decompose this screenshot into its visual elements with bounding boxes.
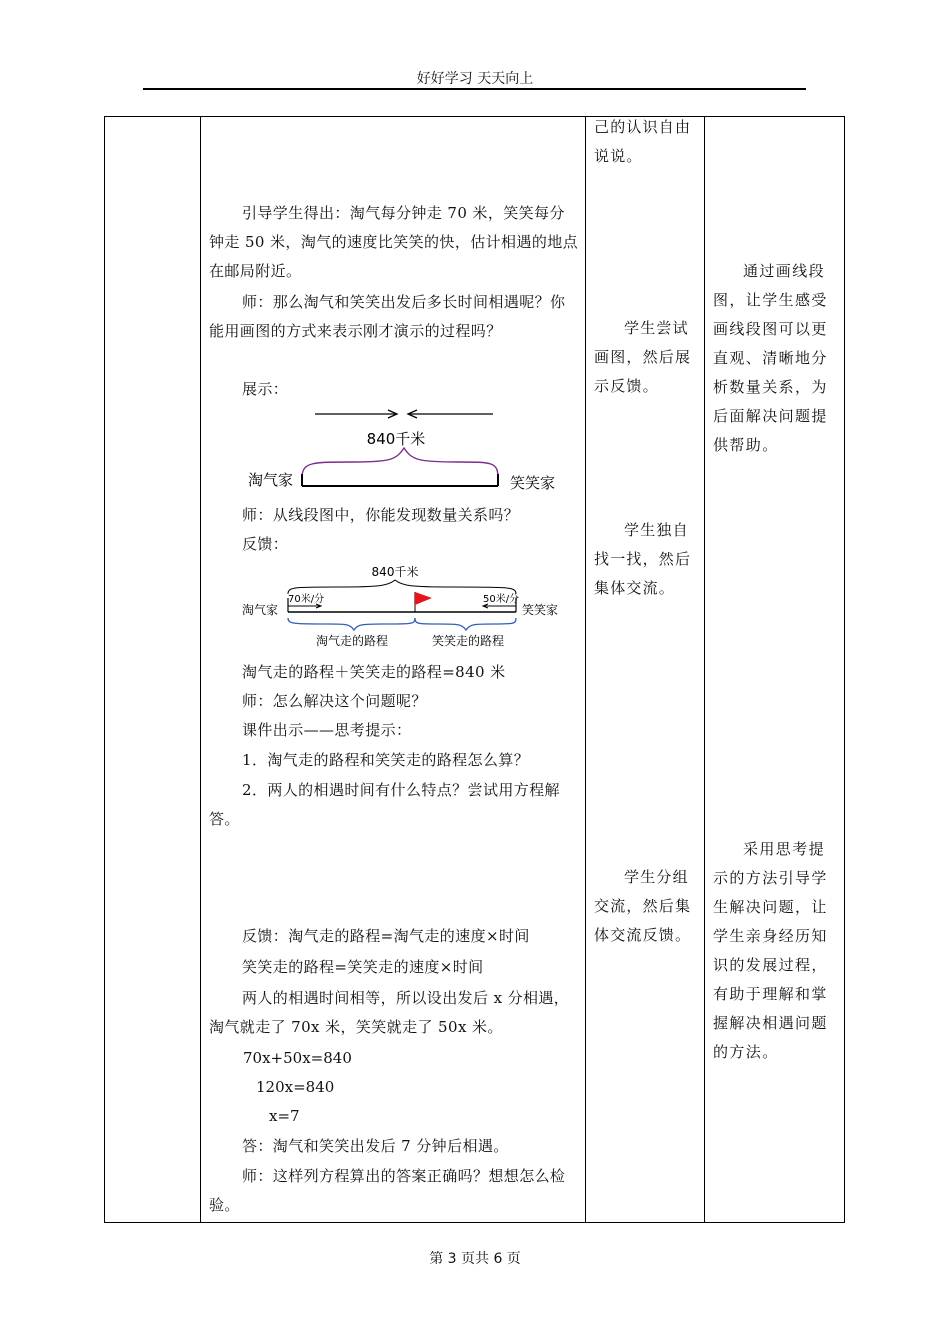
feedback-formula-1: 反馈：淘气走的路程=淘气走的速度×时间: [242, 927, 530, 945]
equation-2: 120x=840: [256, 1078, 335, 1096]
student-activity-1: 己的认识自由说说。: [594, 118, 692, 165]
hint-1: 1．淘气走的路程和笑笑走的路程怎么算？: [242, 751, 530, 769]
answer: 答：淘气和笑笑出发后 7 分钟后相遇。: [242, 1137, 509, 1155]
paragraph-show: 展示：: [242, 380, 289, 398]
line-diagram-1: [240, 400, 570, 500]
paragraph-find-relation: 师：从线段图中，你能发现数量关系吗？: [242, 506, 520, 524]
right-segment-label: 笑笑走的路程: [431, 634, 505, 648]
right-home-label: 笑笑家: [510, 474, 556, 492]
left-home-label: 淘气家: [248, 471, 294, 489]
feedback-formula-2: 笑笑走的路程=笑笑走的速度×时间: [242, 958, 484, 976]
left-segment-label: 淘气走的路程: [315, 634, 389, 648]
distance-brace: [302, 448, 498, 478]
paragraph-courseware: 课件出示——思考提示：: [242, 721, 412, 739]
left-home-label: 淘气家: [242, 603, 279, 617]
right-segment-brace: [415, 618, 516, 630]
top-brace: [288, 580, 516, 594]
line-diagram-2: [238, 560, 573, 655]
column-divider-3: [704, 117, 705, 1222]
paragraph-relation: 淘气走的路程＋笑笑走的路程=840 米: [242, 663, 506, 681]
distance-label: 840千米: [371, 565, 419, 579]
page-header: 好好学习 天天向上: [416, 71, 534, 87]
hint-2: 2．两人的相遇时间有什么特点？尝试用方程解答。: [209, 781, 560, 828]
column-divider-1: [200, 117, 201, 1222]
equation-1: 70x+50x=840: [243, 1049, 352, 1067]
paragraph-set-x: 两人的相遇时间相等，所以设出发后 x 分相遇，淘气就走了 70x 米，笑笑就走了 50x 米。: [209, 989, 570, 1036]
right-home-label: 笑笑家: [522, 603, 559, 617]
speed-right-label: 50米/分: [483, 594, 520, 605]
student-activity-2: 学生尝试画图，然后展示反馈。: [594, 319, 692, 395]
speed-left-label: 70米/分: [288, 594, 325, 605]
distance-label: 840千米: [366, 430, 426, 448]
paragraph-guide: 引导学生得出：淘气每分钟走 70 米，笑笑每分钟走 50 米，淘气的速度比笑笑的快，估计相遇的地点在邮局附近。: [209, 204, 579, 280]
design-intent-2: 采用思考提示的方法引导学生解决问题，让学生亲身经历知识的发展过程，有助于理解和掌握解决相遇问题的方法。: [713, 840, 828, 1061]
student-activity-4: 学生分组交流，然后集体交流反馈。: [594, 868, 692, 944]
student-activity-3: 学生独自找一找，然后集体交流。: [594, 521, 692, 597]
paragraph-feedback: 反馈：: [242, 535, 289, 553]
left-segment-brace: [288, 618, 415, 630]
column-divider-2: [585, 117, 586, 1222]
design-intent-1: 通过画线段图，让学生感受画线段图可以更直观、清晰地分析数量关系，为后面解决问题提供帮助。: [713, 262, 828, 454]
paragraph-teacher-question: 师：那么淘气和笑笑出发后多长时间相遇呢？你能用画图的方式来表示刚才演示的过程吗？: [209, 293, 566, 340]
equation-3: x=7: [269, 1107, 300, 1125]
paragraph-how-solve: 师：怎么解决这个问题呢？: [242, 692, 427, 710]
paragraph-check: 师：这样列方程算出的答案正确吗？想想怎么检验。: [209, 1167, 566, 1214]
header-rule: [143, 88, 806, 90]
page-number: 第 3 页共 6 页: [429, 1251, 521, 1267]
meeting-flag-icon: [415, 592, 432, 605]
